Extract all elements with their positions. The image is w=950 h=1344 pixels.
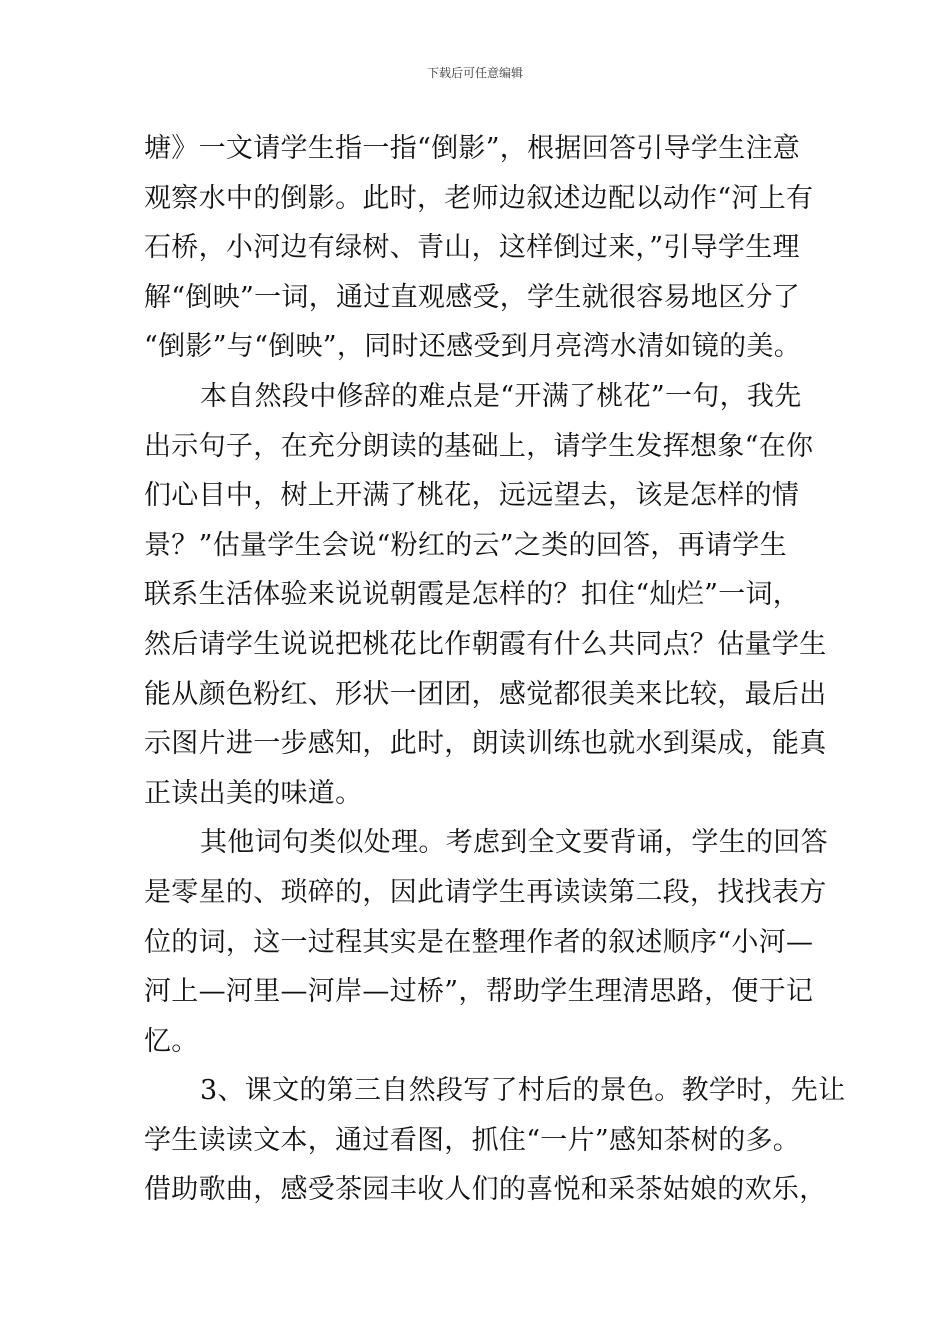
text-line: 其他词句类似处理。考虑到全文要背诵，学生的回答: [200, 827, 828, 859]
page-header: 下载后可任意编辑: [426, 66, 523, 80]
text-line: 位的词，这一过程其实是在整理作者的叙述顺序“小河—: [144, 926, 814, 958]
text-line: 是零星的、琐碎的，因此请学生再读读第二段，找找表方: [144, 876, 827, 908]
text-line: 3、课文的第三自然段写了村后的景色。教学时，先让: [200, 1075, 846, 1107]
text-line: 学生读读文本，通过看图，抓住“一片”感知茶树的多。: [144, 1124, 801, 1156]
text-line: 忆。: [144, 1025, 199, 1057]
text-line: 联系生活体验来说说朝霞是怎样的？扣住“灿烂”一词，: [144, 579, 801, 611]
text-line: 观察水中的倒影。此时，老师边叙述边配以动作“河上有: [144, 182, 814, 214]
text-line: 解“倒映”一词，通过直观感受，学生就很容易地区分了: [144, 281, 801, 313]
document-body: [144, 124, 846, 1215]
text-line: 借助歌曲，感受茶园丰收人们的喜悦和采茶姑娘的欢乐，: [144, 1174, 827, 1206]
text-line: 景？”估量学生会说“粉红的云”之类的回答，再请学生: [144, 529, 787, 561]
text-line: 能从颜色粉红、形状一团团，感觉都很美来比较，最后出: [144, 678, 827, 710]
text-line: 出示句子，在充分朗读的基础上，请学生发挥想象“在你: [144, 430, 814, 462]
text-line: 然后请学生说说把桃花比作朝霞有什么共同点？估量学生: [144, 628, 827, 660]
text-line: “倒影”与“倒映”，同时还感受到月亮湾水清如镜的美。: [144, 331, 802, 363]
text-line: 示图片进一步感知，此时，朗读训练也就水到渠成，能真: [144, 728, 827, 760]
text-line: 石桥，小河边有绿树、青山，这样倒过来，”引导学生理: [144, 232, 800, 264]
text-line: 本自然段中修辞的难点是“开满了桃花”一句，我先: [200, 380, 802, 412]
text-line: 河上—河里—河岸—过桥”，帮助学生理清思路，便于记: [144, 976, 814, 1008]
text-line: 们心目中，树上开满了桃花，远远望去，该是怎样的情: [144, 480, 800, 512]
text-line: 正读出美的味道。: [144, 777, 363, 809]
text-line: 塘》一文请学生指一指“倒影”，根据回答引导学生注意: [144, 133, 801, 164]
